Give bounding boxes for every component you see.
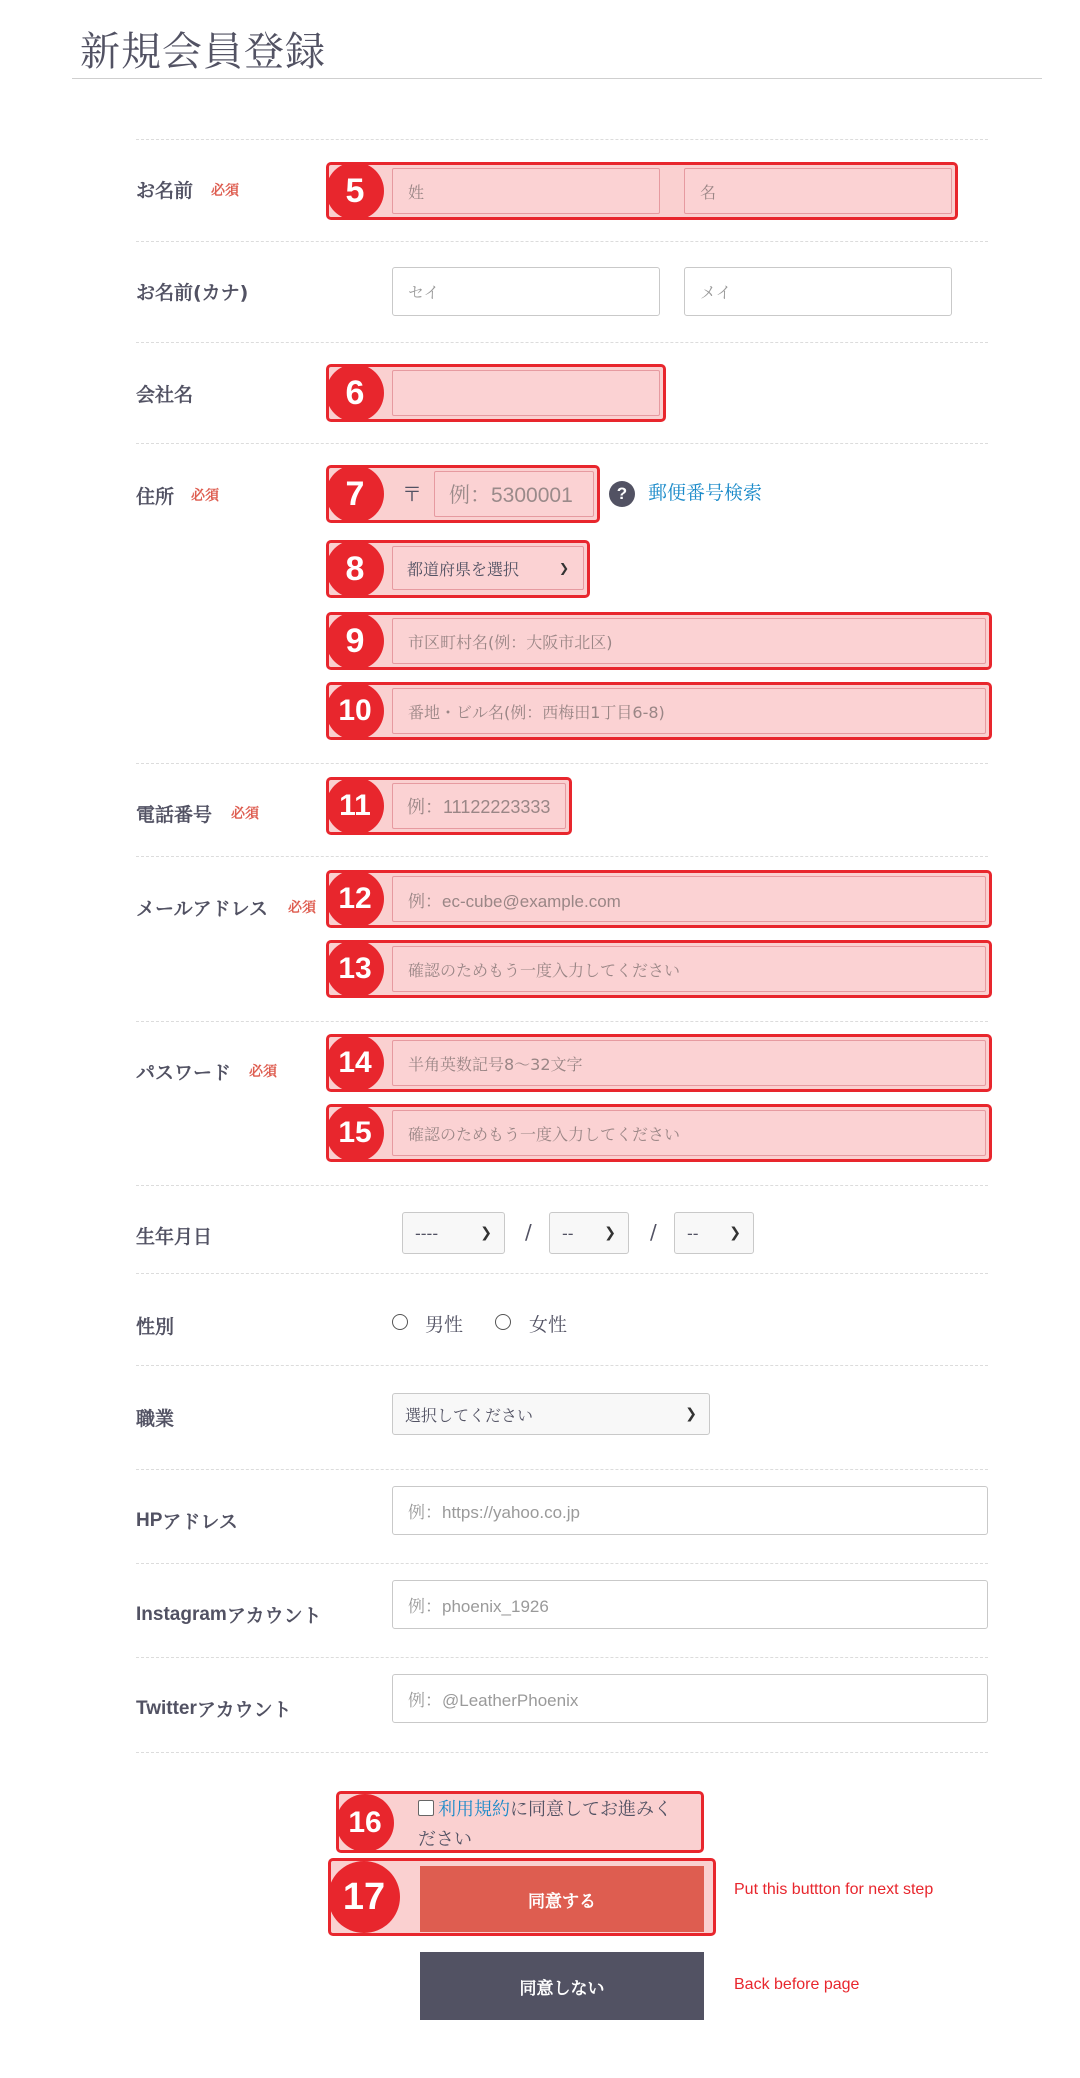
- gender-male-label: 男性: [425, 1314, 464, 1336]
- divider: [136, 342, 988, 343]
- first-name-kana-input[interactable]: メイ: [684, 267, 952, 316]
- terms-text: ださい: [418, 1829, 472, 1850]
- phone-label: 電話番号: [136, 804, 213, 826]
- last-name-kana-input[interactable]: セイ: [392, 267, 660, 316]
- date-separator: /: [525, 1220, 532, 1244]
- disagree-note: Back before page: [734, 1976, 860, 1993]
- gender-label: 性別: [136, 1316, 175, 1338]
- birth-day-select[interactable]: -- ❯: [674, 1212, 754, 1254]
- divider: [136, 1021, 988, 1022]
- hp-label: HP アドレス: [136, 1509, 238, 1533]
- divider: [136, 1365, 988, 1366]
- annotation-badge-9: 9: [326, 612, 384, 670]
- annotation-badge-12: 12: [326, 870, 384, 928]
- chevron-down-icon: ❯: [729, 1225, 741, 1241]
- email-label: メールアドレス: [136, 898, 269, 920]
- email-confirm-input[interactable]: 確認のためもう一度入力してください: [392, 946, 986, 992]
- email-input[interactable]: 例：ec-cube@example.com: [392, 876, 986, 922]
- prefecture-select[interactable]: 都道府県を選択 ❯: [392, 546, 584, 590]
- annotation-badge-8: 8: [326, 540, 384, 598]
- annotation-badge-17: 17: [328, 1861, 400, 1933]
- name-label: お名前: [136, 180, 194, 202]
- password-input[interactable]: 半角英数記号8〜32文字: [392, 1040, 986, 1086]
- job-label: 職業: [136, 1408, 175, 1430]
- chevron-down-icon: ❯: [480, 1225, 492, 1241]
- divider: [136, 1469, 988, 1470]
- hp-url-input[interactable]: 例：https://yahoo.co.jp: [392, 1486, 988, 1535]
- divider: [136, 856, 988, 857]
- twitter-label: Twitter アカウント: [136, 1697, 292, 1721]
- postal-code-input[interactable]: 例：5300001: [434, 471, 594, 517]
- company-input[interactable]: [392, 370, 660, 416]
- divider: [136, 139, 988, 140]
- birth-year-select[interactable]: ---- ❯: [402, 1212, 505, 1254]
- help-icon[interactable]: ?: [609, 481, 635, 507]
- page-title: 新規会員登録: [80, 29, 326, 75]
- instagram-label: Instagram アカウント: [136, 1603, 322, 1627]
- birth-month-select[interactable]: -- ❯: [549, 1212, 629, 1254]
- terms-link[interactable]: 利用規約: [438, 1799, 510, 1820]
- password-confirm-input[interactable]: 確認のためもう一度入力してください: [392, 1110, 986, 1156]
- gender-female-radio[interactable]: [495, 1314, 511, 1330]
- annotation-badge-15: 15: [326, 1104, 384, 1162]
- required-badge: 必須: [231, 806, 259, 822]
- instagram-input[interactable]: 例：phoenix_1926: [392, 1580, 988, 1629]
- postal-search-link[interactable]: 郵便番号検索: [648, 482, 763, 504]
- company-label: 会社名: [136, 384, 194, 406]
- date-separator: /: [650, 1220, 657, 1244]
- gender-male-radio[interactable]: [392, 1314, 408, 1330]
- agree-button[interactable]: 同意する: [420, 1866, 704, 1932]
- street-input[interactable]: 番地・ビル名(例：西梅田1丁目6-8): [392, 688, 986, 734]
- address-label: 住所: [136, 486, 175, 508]
- divider: [136, 763, 988, 764]
- divider: [136, 1657, 988, 1658]
- divider: [136, 241, 988, 242]
- annotation-badge-11: 11: [326, 777, 384, 835]
- annotation-badge-14: 14: [326, 1034, 384, 1092]
- kana-label: お名前(カナ): [136, 282, 249, 304]
- annotation-badge-6: 6: [326, 364, 384, 422]
- chevron-down-icon: ❯: [604, 1225, 616, 1241]
- divider: [136, 1563, 988, 1564]
- annotation-badge-16: 16: [336, 1794, 394, 1852]
- last-name-input[interactable]: 姓: [392, 168, 660, 214]
- postal-mark: 〒: [402, 482, 422, 506]
- disagree-button[interactable]: 同意しない: [420, 1952, 704, 2020]
- birthday-label: 生年月日: [136, 1226, 213, 1248]
- annotation-badge-5: 5: [326, 162, 384, 220]
- password-label: パスワード: [136, 1062, 232, 1084]
- divider: [136, 443, 988, 444]
- required-badge: 必須: [288, 900, 316, 916]
- phone-input[interactable]: 例：11122223333: [392, 783, 566, 829]
- gender-female-label: 女性: [529, 1314, 568, 1336]
- divider: [136, 1273, 988, 1274]
- title-divider: [72, 78, 1042, 79]
- divider: [136, 1752, 988, 1753]
- twitter-input[interactable]: 例：@LeatherPhoenix: [392, 1674, 988, 1723]
- first-name-input[interactable]: 名: [684, 168, 952, 214]
- annotation-badge-13: 13: [326, 940, 384, 998]
- required-badge: 必須: [249, 1064, 277, 1080]
- chevron-down-icon: ❯: [558, 561, 569, 575]
- terms-checkbox[interactable]: [418, 1800, 434, 1816]
- city-input[interactable]: 市区町村名(例：大阪市北区): [392, 618, 986, 664]
- required-badge: 必須: [191, 488, 219, 504]
- chevron-down-icon: ❯: [685, 1406, 697, 1422]
- divider: [136, 1185, 988, 1186]
- annotation-badge-7: 7: [326, 465, 384, 523]
- agree-note: Put this buttton for next step: [734, 1881, 934, 1898]
- required-badge: 必須: [211, 183, 239, 199]
- terms-agreement[interactable]: [418, 1795, 704, 1855]
- annotation-badge-10: 10: [326, 682, 384, 740]
- terms-text: に同意してお進みく: [510, 1799, 672, 1820]
- job-select[interactable]: 選択してください ❯: [392, 1393, 710, 1435]
